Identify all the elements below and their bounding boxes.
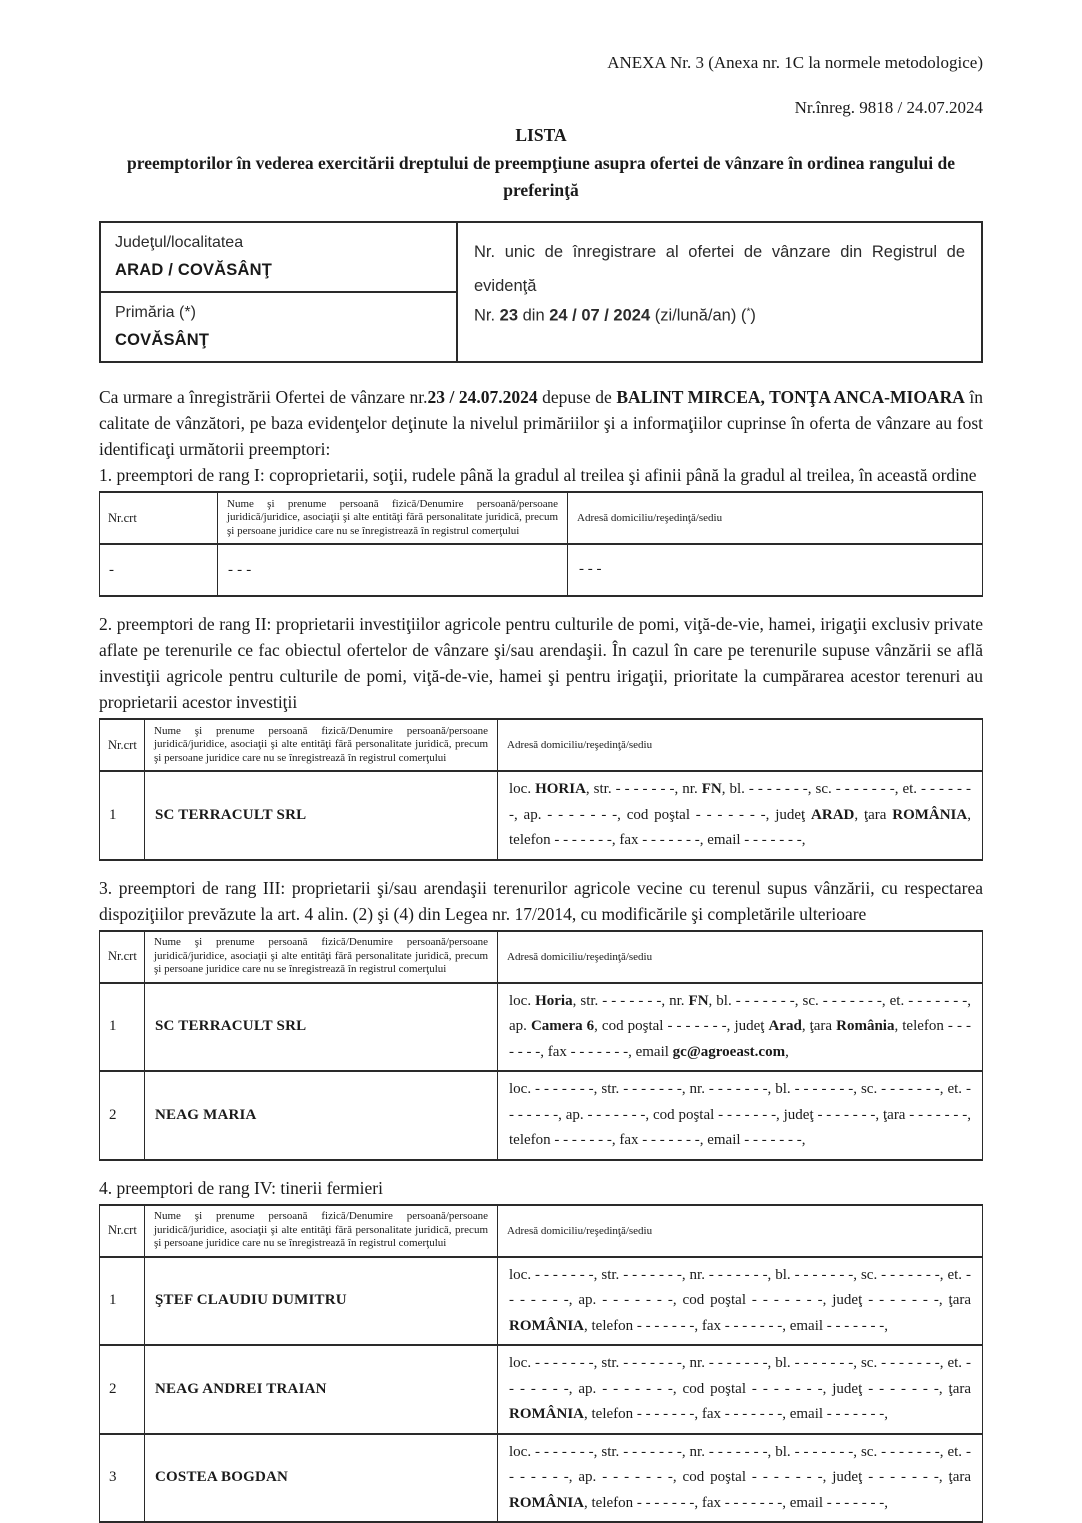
row-name: ŞTEF CLAUDIU DUMITRU — [145, 1257, 498, 1346]
row-name: - - - — [218, 544, 568, 596]
col-header-nr: Nr.crt — [100, 492, 218, 544]
rank2-header-row — [100, 719, 983, 771]
col-header-address: Adresă domiciliu/reşedinţă/sediu — [498, 931, 983, 983]
row-number: 3 — [100, 1434, 145, 1523]
cityhall-value: COVĂSÂNŢ — [115, 331, 442, 350]
county-label: Judeţul/localitatea — [115, 234, 442, 252]
rank1-header-row — [100, 492, 983, 544]
rank3-table — [99, 930, 983, 1161]
col-header-name: Nume şi prenume persoană fizică/Denumire persoană/persoane juridică/juridice, asociaţii şi alte entităţi fără personalitate juridică, precum şi persoane juridice care nu se înregistrează în registrul comerţului — [218, 492, 568, 544]
table-row — [100, 1257, 983, 1346]
section-3-heading: 3. preemptori de rang III: proprietarii şi/sau arendaşii terenurilor agricole vecine cu terenul supus vânzării, cu respectarea dispoziţiilor prevăzute la art. 4 alin. (2) şi (4) din Legea nr. 17/2014, cu modificările şi completările ulterioare — [99, 875, 983, 927]
table-row — [100, 1345, 983, 1434]
row-number: 2 — [100, 1071, 145, 1160]
row-address: loc. Horia, str. - - - - - - -, nr. FN, bl. - - - - - - -, sc. - - - - - - -, et. - - - - - - -, ap. Camera 6, cod poştal - - - - - - -, judeţ Arad, ţara România, telefon - - - - - - -, fax - - - - - - -, email gc@agroeast.com, — [498, 983, 983, 1072]
rank2-table — [99, 718, 983, 861]
row-name: SC TERRACULT SRL — [145, 983, 498, 1072]
document-title: LISTA — [99, 125, 983, 146]
rank4-header-row — [100, 1205, 983, 1257]
row-name: SC TERRACULT SRL — [145, 771, 498, 860]
rank3-header-row — [100, 931, 983, 983]
cityhall-cell — [100, 292, 457, 362]
col-header-name: Nume şi prenume persoană fizică/Denumire persoană/persoane juridică/juridice, asociaţii şi alte entităţi fără personalitate juridică, precum şi persoane juridice care nu se înregistrează în registrul comerţului — [145, 931, 498, 983]
table-row — [100, 1071, 983, 1160]
col-header-name: Nume şi prenume persoană fizică/Denumire persoană/persoane juridică/juridice, asociaţii şi alte entităţi fără personalitate juridică, precum şi persoane juridice care nu se înregistrează în registrul comerţului — [145, 719, 498, 771]
col-header-address: Adresă domiciliu/reşedinţă/sediu — [568, 492, 983, 544]
row-address: loc. - - - - - - -, str. - - - - - - -, nr. - - - - - - -, bl. - - - - - - -, sc. - - - - - - -, et. - - - - - - -, ap. - - - - - - -, cod poştal - - - - - - -, judeţ - - - - - - -, ţara - - - - - - -, telefon - - - - - - -, fax - - - - - - -, email - - - - - - -, — [498, 1071, 983, 1160]
col-header-address: Adresă domiciliu/reşedinţă/sediu — [498, 719, 983, 771]
rank1-table — [99, 491, 983, 597]
row-number: 1 — [100, 983, 145, 1072]
document-page — [99, 0, 983, 1523]
registration-cell — [457, 222, 982, 362]
row-address: - - - — [568, 544, 983, 596]
section-2-heading: 2. preemptori de rang II: proprietarii investiţiilor agricole pentru culturile de pomi, viţă-de-vie, hamei, irigaţii exclusiv private aflate pe terenurile ce fac obiectul ofertelor de vânzare şi/sau arendaşii. În cazul în care pe terenurile supuse vânzării se află investiţii agricole pentru culturile de pomi, viţă-de-vie, hamei şi pentru irigaţii, prioritate la cumpărarea acestor terenuri au proprietarii acestor investiţii — [99, 611, 983, 715]
table-row — [100, 1434, 983, 1523]
row-address: loc. - - - - - - -, str. - - - - - - -, nr. - - - - - - -, bl. - - - - - - -, sc. - - - - - - -, et. - - - - - - -, ap. - - - - - - -, cod poştal - - - - - - -, judeţ - - - - - - -, ţara ROMÂNIA, telefon - - - - - - -, fax - - - - - - -, email - - - - - - -, — [498, 1257, 983, 1346]
row-name: COSTEA BOGDAN — [145, 1434, 498, 1523]
row-address: loc. - - - - - - -, str. - - - - - - -, nr. - - - - - - -, bl. - - - - - - -, sc. - - - - - - -, et. - - - - - - -, ap. - - - - - - -, cod poştal - - - - - - -, judeţ - - - - - - -, ţara ROMÂNIA, telefon - - - - - - -, fax - - - - - - -, email - - - - - - -, — [498, 1434, 983, 1523]
row-name: NEAG ANDREI TRAIAN — [145, 1345, 498, 1434]
row-number: 1 — [100, 1257, 145, 1346]
row-number: 1 — [100, 771, 145, 860]
col-header-name: Nume şi prenume persoană fizică/Denumire persoană/persoane juridică/juridice, asociaţii şi alte entităţi fără personalitate juridică, precum şi persoane juridice care nu se înregistrează în registrul comerţului — [145, 1205, 498, 1257]
registration-info-table — [99, 221, 983, 363]
table-row — [100, 983, 983, 1072]
registration-label: Nr. unic de înregistrare al ofertei de vânzare din Registrul de evidenţă — [474, 235, 965, 303]
row-address: loc. - - - - - - -, str. - - - - - - -, nr. - - - - - - -, bl. - - - - - - -, sc. - - - - - - -, et. - - - - - - -, ap. - - - - - - -, cod poştal - - - - - - -, judeţ - - - - - - -, ţara ROMÂNIA, telefon - - - - - - -, fax - - - - - - -, email - - - - - - -, — [498, 1345, 983, 1434]
county-value: ARAD / COVĂSÂNŢ — [115, 261, 442, 280]
section-4-heading: 4. preemptori de rang IV: tinerii fermieri — [99, 1175, 983, 1201]
registration-number-line: Nr.înreg. 9818 / 24.07.2024 — [99, 98, 983, 118]
row-number: 2 — [100, 1345, 145, 1434]
county-cell — [100, 222, 457, 292]
col-header-nr: Nr.crt — [100, 931, 145, 983]
row-name: NEAG MARIA — [145, 1071, 498, 1160]
registration-value: Nr. 23 din 24 / 07 / 2024 (zi/lună/an) (*) — [474, 306, 965, 326]
table-row — [100, 544, 983, 596]
rank4-table — [99, 1204, 983, 1523]
col-header-nr: Nr.crt — [100, 1205, 145, 1257]
row-number: - — [100, 544, 218, 596]
annex-line: ANEXA Nr. 3 (Anexa nr. 1C la normele metodologice) — [99, 0, 983, 73]
col-header-nr: Nr.crt — [100, 719, 145, 771]
table-row — [100, 771, 983, 860]
intro-paragraph: Ca urmare a înregistrării Ofertei de vânzare nr.23 / 24.07.2024 depuse de BALINT MIRCEA, TONŢA ANCA-MIOARA în calitate de vânzători, pe baza evidenţelor deţinute la nivelul primăriilor şi a informaţiilor cuprinse în oferta de vânzare au fost identificaţi următorii preemptori: — [99, 384, 983, 462]
col-header-address: Adresă domiciliu/reşedinţă/sediu — [498, 1205, 983, 1257]
document-subtitle: preemptorilor în vederea exercitării dreptului de preempţiune asupra ofertei de vânzare în ordinea rangului de preferinţă — [99, 150, 983, 203]
section-1-heading: 1. preemptori de rang I: coproprietarii, soţii, rudele până la gradul al treilea şi afinii până la gradul al treilea, în această ordine — [99, 462, 983, 488]
row-address: loc. HORIA, str. - - - - - - -, nr. FN, bl. - - - - - - -, sc. - - - - - - -, et. - - - - - - -, ap. - - - - - - -, cod poştal - - - - - - -, judeţ ARAD, ţara ROMÂNIA, telefon - - - - - - -, fax - - - - - - -, email - - - - - - -, — [498, 771, 983, 860]
cityhall-label: Primăria (*) — [115, 304, 442, 322]
